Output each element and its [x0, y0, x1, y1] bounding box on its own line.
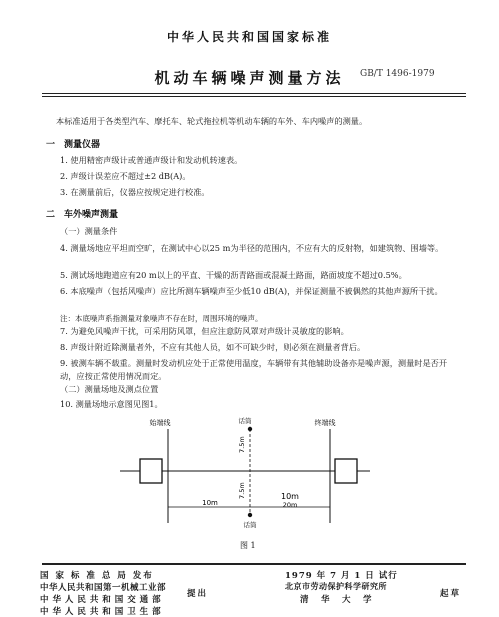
item-7: 7. 为避免风噪声干扰，可采用防风罩，但应注意防风罩对声级计灵敏度的影响。 — [60, 326, 349, 336]
figure-mic-bottom — [248, 513, 252, 517]
footer-issuer-1: 国 家 标 准 总 局 发布 — [40, 571, 154, 581]
header-rule-double — [42, 96, 466, 97]
figure-dim-7-5-top: 7.5m — [238, 436, 246, 453]
footer-proposed: 提出 — [187, 589, 209, 599]
item-5: 5. 测试场地跑道应有20 m以上的平直、干燥的沥青路面或混凝土路面，路面坡度不超过0.5%。 — [60, 270, 407, 280]
footer-issuer-2: 中华人民共和国第一机械工业部 — [40, 583, 167, 593]
footer-drafter-2: 清 华 大 学 — [300, 595, 374, 605]
item-4: 4. 测量场地应平坦而空旷，在测试中心以25 m为半径的范围内，不应有大的反射物，如建筑物、围墙等。 — [60, 243, 444, 253]
item-9: 9. 被测车辆不载重。测量时发动机应处于正常使用温度，车辆带有其他辅助设备亦是噪声源，测量时是否开动，应按正常使用情况而定。 — [60, 358, 448, 381]
footer — [0, 565, 499, 617]
figure-end-line-label: 终端线 — [314, 419, 336, 427]
figure-mic-bottom-label: 话筒 — [243, 521, 257, 529]
subsection-conditions: （一）测量条件 — [60, 226, 118, 236]
note-background-noise: 注：本底噪声系指测量对象噪声不存在时，周围环境的噪声。 — [60, 314, 263, 323]
section-1-title: 一 测量仪器 — [46, 140, 101, 150]
section-2-title: 二 车外噪声测量 — [46, 210, 119, 220]
item-2: 2. 声级计误差应不超过±2 dB(A)。 — [60, 171, 191, 181]
figure-dim-7-5-bottom: 7.5m — [238, 482, 246, 499]
header-rule — [42, 93, 466, 94]
intro-paragraph: 本标准适用于各类型汽车、摩托车、轮式拖拉机等机动车辆的车外、车内噪声的测量。 — [56, 116, 368, 126]
figure-start-line-label: 始端线 — [149, 419, 171, 427]
figure-caption: 图 1 — [240, 541, 256, 550]
footer-issuer-4: 中 华 人 民 共 和 国 卫 生 部 — [40, 607, 162, 617]
document-title: 机动车辆噪声测量方法 — [154, 69, 345, 87]
figure-dim-10-left: 10m — [202, 499, 218, 507]
figure-test-site-diagram — [120, 415, 370, 545]
item-10: 10. 测量场地示意图见图1。 — [60, 399, 163, 409]
item-1: 1. 使用精密声级计或普通声级计和发动机转速表。 — [60, 155, 243, 165]
footer-drafted: 起草 — [440, 589, 462, 599]
figure-vehicle-left — [140, 459, 162, 483]
standard-body-header: 中华人民共和国国家标准 — [166, 30, 332, 44]
footer-drafter-1: 北京市劳动保护科学研究所 — [285, 581, 387, 591]
figure-dim-20: 20m — [282, 501, 298, 509]
footer-date: 1979 年 7 月 1 日 试行 — [285, 571, 398, 581]
item-8: 8. 声级计附近除测量者外，不应有其他人员，如不可缺少时，则必须在测量者背后。 — [60, 342, 366, 352]
figure-mic-top — [248, 427, 252, 431]
subsection-site: （二）测量场地及测点位置 — [60, 384, 159, 394]
figure-mic-top-label: 话筒 — [238, 417, 252, 425]
footer-issuer-3: 中 华 人 民 共 和 国 交 通 部 — [40, 595, 162, 605]
item-6: 6. 本底噪声（包括风噪声）应比所测车辆噪声至少低10 dB(A)，并保证测量不被偶然的其他声源所干扰。 — [60, 286, 443, 296]
figure-vehicle-right — [335, 459, 357, 483]
item-3: 3. 在测量前后，仪器应按规定进行校准。 — [60, 187, 210, 197]
standard-number: GB/T 1496-1979 — [360, 69, 435, 79]
figure-dim-10-right: 10m — [281, 492, 299, 501]
